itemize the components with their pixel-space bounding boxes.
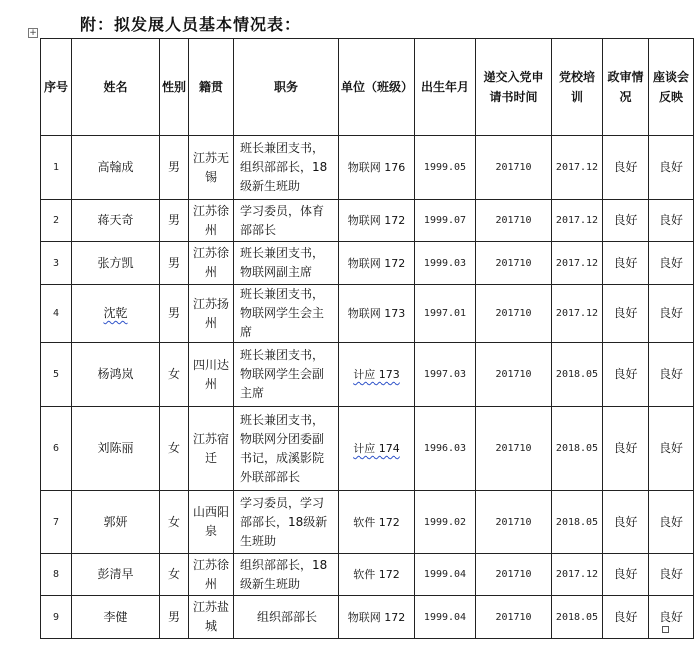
cell-seq: 4: [41, 285, 72, 343]
cell-duty: 学习委员，学习部部长，18级新生班助: [234, 491, 339, 554]
cell-name: [72, 285, 160, 343]
cell-training: 2018.05: [552, 596, 603, 639]
cell-duty: 班长兼团支书，物联网学生会主席: [234, 285, 339, 343]
table-row: [41, 242, 694, 285]
table-row: [41, 407, 694, 491]
cell-duty: 班长兼团支书，物联网学生会副主席: [234, 343, 339, 407]
cell-unit-text: 计应 173: [353, 368, 400, 381]
cell-birth: 1997.03: [415, 343, 476, 407]
cell-name: 张方凯: [72, 242, 160, 285]
cell-training: 2017.12: [552, 242, 603, 285]
cell-application: 201710: [476, 554, 552, 596]
cell-political: 良好: [603, 596, 649, 639]
cell-training: 2017.12: [552, 554, 603, 596]
cell-training: 2017.12: [552, 200, 603, 242]
cell-seq: 6: [41, 407, 72, 491]
cell-political: 良好: [603, 136, 649, 200]
cell-name: 杨鸿岚: [72, 343, 160, 407]
cell-unit: 物联网 172: [339, 242, 415, 285]
cell-seq: 3: [41, 242, 72, 285]
cell-feedback: 良好: [649, 491, 694, 554]
table-row: [41, 554, 694, 596]
cell-name: 高翰成: [72, 136, 160, 200]
cell-gender: 男: [160, 136, 189, 200]
cell-political: 良好: [603, 343, 649, 407]
cell-gender: 女: [160, 343, 189, 407]
header-feedback: 座谈会反映: [649, 39, 694, 136]
cell-unit: 物联网 176: [339, 136, 415, 200]
cell-feedback: 良好: [649, 285, 694, 343]
cell-origin: 江苏盐城: [189, 596, 234, 639]
header-origin: 籍贯: [189, 39, 234, 136]
cell-application: 201710: [476, 596, 552, 639]
cell-seq: 2: [41, 200, 72, 242]
cell-political: 良好: [603, 554, 649, 596]
cell-gender: 女: [160, 407, 189, 491]
cell-unit: 物联网 172: [339, 200, 415, 242]
cell-seq: 7: [41, 491, 72, 554]
cell-birth: 1999.05: [415, 136, 476, 200]
cell-unit: [339, 407, 415, 491]
cell-political: 良好: [603, 200, 649, 242]
cell-gender: 男: [160, 596, 189, 639]
cell-duty: 班长兼团支书，物联网分团委副书记，成溪影院外联部部长: [234, 407, 339, 491]
header-application: 递交入党申请书时间: [476, 39, 552, 136]
cell-application: 201710: [476, 407, 552, 491]
cell-name: 李健: [72, 596, 160, 639]
cell-feedback: 良好: [649, 343, 694, 407]
cell-gender: 男: [160, 242, 189, 285]
cell-name: 郭妍: [72, 491, 160, 554]
header-unit: 单位（班级）: [339, 39, 415, 136]
cell-political: 良好: [603, 491, 649, 554]
cell-gender: 女: [160, 554, 189, 596]
cell-training: 2018.05: [552, 491, 603, 554]
cell-birth: 1999.02: [415, 491, 476, 554]
header-row: [41, 39, 694, 136]
cell-origin: 四川达州: [189, 343, 234, 407]
cell-political: 良好: [603, 285, 649, 343]
table-resize-handle-icon[interactable]: [662, 626, 669, 633]
header-birth: 出生年月: [415, 39, 476, 136]
cell-application: 201710: [476, 491, 552, 554]
cell-political: 良好: [603, 242, 649, 285]
cell-birth: 1999.04: [415, 596, 476, 639]
cell-gender: 男: [160, 200, 189, 242]
table-row: [41, 200, 694, 242]
cell-application: 201710: [476, 242, 552, 285]
header-seq: 序号: [41, 39, 72, 136]
table-row: [41, 285, 694, 343]
table-row: [41, 343, 694, 407]
cell-application: 201710: [476, 200, 552, 242]
cell-seq: 8: [41, 554, 72, 596]
cell-training: 2017.12: [552, 136, 603, 200]
cell-feedback: 良好: [649, 596, 694, 639]
header-political: 政审情况: [603, 39, 649, 136]
cell-application: 201710: [476, 285, 552, 343]
header-name: 姓名: [72, 39, 160, 136]
cell-origin: 江苏徐州: [189, 242, 234, 285]
cell-application: 201710: [476, 136, 552, 200]
cell-unit: 软件 172: [339, 554, 415, 596]
cell-training: 2017.12: [552, 285, 603, 343]
cell-name: 彭清早: [72, 554, 160, 596]
cell-gender: 女: [160, 491, 189, 554]
cell-origin: 江苏宿迁: [189, 407, 234, 491]
cell-feedback: 良好: [649, 407, 694, 491]
cell-birth: 1997.01: [415, 285, 476, 343]
cell-gender: 男: [160, 285, 189, 343]
cell-unit-text: 计应 174: [353, 442, 400, 455]
cell-training: 2018.05: [552, 407, 603, 491]
cell-origin: 江苏扬州: [189, 285, 234, 343]
cell-unit: 物联网 173: [339, 285, 415, 343]
cell-birth: 1999.04: [415, 554, 476, 596]
cell-duty: 组织部部长: [234, 596, 339, 639]
member-info-table: [40, 38, 694, 639]
cell-feedback: 良好: [649, 136, 694, 200]
cell-unit: 物联网 172: [339, 596, 415, 639]
page-title: 附：拟发展人员基本情况表：: [80, 15, 302, 34]
cell-application: 201710: [476, 343, 552, 407]
cell-duty: 学习委员，体育部部长: [234, 200, 339, 242]
table-row: [41, 596, 694, 639]
cell-origin: 江苏无锡: [189, 136, 234, 200]
cell-origin: 山西阳泉: [189, 491, 234, 554]
table-row: [41, 491, 694, 554]
cell-origin: 江苏徐州: [189, 200, 234, 242]
cell-seq: 9: [41, 596, 72, 639]
table-move-handle-icon[interactable]: +: [29, 28, 37, 38]
cell-name-text: 沈乾: [103, 306, 128, 320]
cell-name: 蒋天奇: [72, 200, 160, 242]
header-duty: 职务: [234, 39, 339, 136]
cell-unit: 软件 172: [339, 491, 415, 554]
cell-training: 2018.05: [552, 343, 603, 407]
cell-unit: [339, 343, 415, 407]
cell-seq: 1: [41, 136, 72, 200]
cell-feedback: 良好: [649, 554, 694, 596]
cell-duty: 班长兼团支书，物联网副主席: [234, 242, 339, 285]
cell-duty: 班长兼团支书，组织部部长，18级新生班助: [234, 136, 339, 200]
cell-birth: 1999.03: [415, 242, 476, 285]
cell-birth: 1999.07: [415, 200, 476, 242]
cell-political: 良好: [603, 407, 649, 491]
table-row: [41, 136, 694, 200]
cell-seq: 5: [41, 343, 72, 407]
cell-name: 刘陈丽: [72, 407, 160, 491]
cell-feedback: 良好: [649, 200, 694, 242]
header-training: 党校培训: [552, 39, 603, 136]
cell-origin: 江苏徐州: [189, 554, 234, 596]
cell-birth: 1996.03: [415, 407, 476, 491]
cell-feedback: 良好: [649, 242, 694, 285]
header-gender: 性别: [160, 39, 189, 136]
cell-duty: 组织部部长，18级新生班助: [234, 554, 339, 596]
